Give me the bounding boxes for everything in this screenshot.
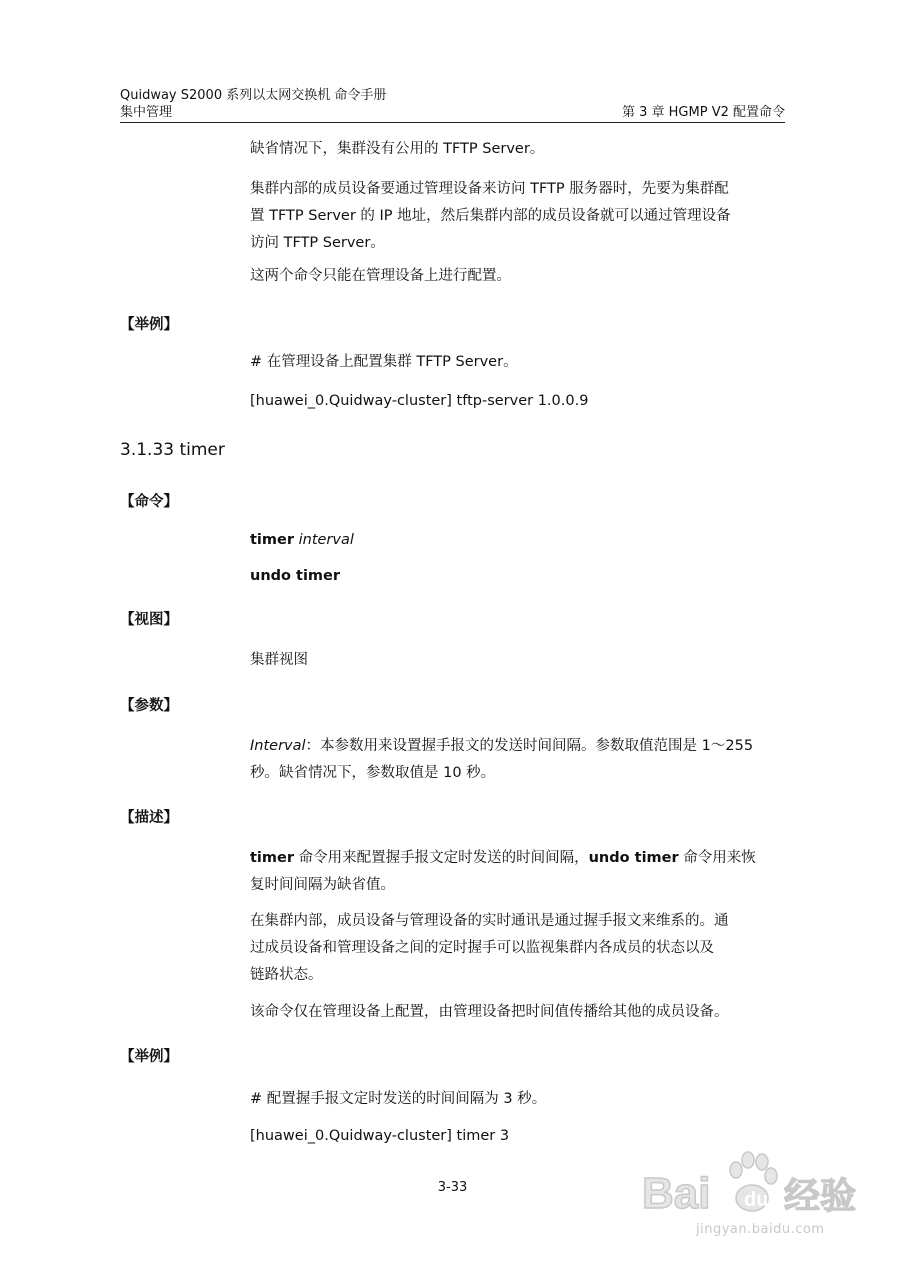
section-title: 3.1.33 timer	[120, 440, 225, 460]
desc-paragraph-3: 该命令仅在管理设备上配置，由管理设备把时间值传播给其他的成员设备。	[250, 1004, 729, 1020]
example1-heading: 【举例】	[120, 317, 178, 333]
desc-p1-line1	[250, 845, 785, 872]
header-chapter: 第 3 章 HGMP V2 配置命令	[621, 105, 785, 120]
desc-p2-line3: 链路状态。	[250, 967, 323, 983]
param-name: Interval	[250, 738, 306, 754]
desc-p2-line2: 过成员设备和管理设备之间的定时握手可以监视集群内各成员的状态以及	[250, 940, 714, 956]
command-argument: interval	[298, 532, 354, 548]
intro-p2-line3: 访问 TFTP Server。	[250, 235, 385, 251]
desc-keyword-timer: timer	[250, 850, 294, 866]
svg-text:经验: 经验	[784, 1176, 857, 1217]
desc-paragraph-1	[250, 845, 785, 899]
command-line-2: undo timer	[250, 568, 341, 584]
svg-text:Bai: Bai	[642, 1169, 711, 1218]
example1-command: [huawei_0.Quidway-cluster] tftp-server 1.0.0.9	[250, 393, 589, 409]
params-line-1	[250, 733, 785, 760]
intro-paragraph-1: 缺省情况下，集群没有公用的 TFTP Server。	[250, 141, 545, 157]
desc-heading: 【描述】	[120, 810, 178, 826]
example2-comment: # 配置握手报文定时发送的时间间隔为 3 秒。	[250, 1091, 547, 1107]
example1-comment: # 在管理设备上配置集群 TFTP Server。	[250, 354, 518, 370]
svg-text:du: du	[744, 1189, 769, 1211]
command-keyword: timer	[250, 532, 294, 548]
command-heading: 【命令】	[120, 494, 178, 510]
intro-paragraph-3: 这两个命令只能在管理设备上进行配置。	[250, 268, 511, 284]
intro-p2-line1: 集群内部的成员设备要通过管理设备来访问 TFTP 服务器时，先要为集群配	[250, 181, 729, 197]
params-line-2: 秒。缺省情况下，参数取值是 10 秒。	[250, 765, 496, 781]
header-rule	[120, 122, 785, 123]
desc-p2-line1: 在集群内部，成员设备与管理设备的实时通讯是通过握手报文来维系的。通	[250, 913, 729, 929]
params-heading: 【参数】	[120, 698, 178, 714]
desc-p1-end: 命令用来恢	[678, 850, 756, 866]
desc-keyword-undo-timer: undo timer	[588, 850, 679, 866]
example2-heading: 【举例】	[120, 1049, 178, 1065]
desc-p1-line2: 复时间间隔为缺省值。	[250, 877, 395, 893]
intro-paragraph-2	[250, 176, 785, 257]
desc-paragraph-2	[250, 908, 785, 989]
command-line-1	[250, 527, 785, 554]
header-doc-title: Quidway S2000 系列以太网交换机 命令手册	[120, 88, 387, 103]
header-section-name: 集中管理	[120, 105, 173, 120]
params-paragraph	[250, 733, 785, 787]
param-desc-1: ：本参数用来设置握手报文的发送时间间隔。参数取值范围是 1～255	[305, 738, 754, 754]
view-heading: 【视图】	[120, 612, 178, 628]
example2-command: [huawei_0.Quidway-cluster] timer 3	[250, 1128, 510, 1144]
view-text: 集群视图	[250, 652, 308, 668]
desc-p1-mid: 命令用来配置握手报文定时发送的时间间隔，	[294, 850, 589, 866]
intro-p2-line2: 置 TFTP Server 的 IP 地址，然后集群内部的成员设备就可以通过管理设备	[250, 208, 731, 224]
watermark-url: jingyan.baidu.com	[696, 1222, 825, 1237]
page-number: 3-33	[437, 1180, 468, 1195]
